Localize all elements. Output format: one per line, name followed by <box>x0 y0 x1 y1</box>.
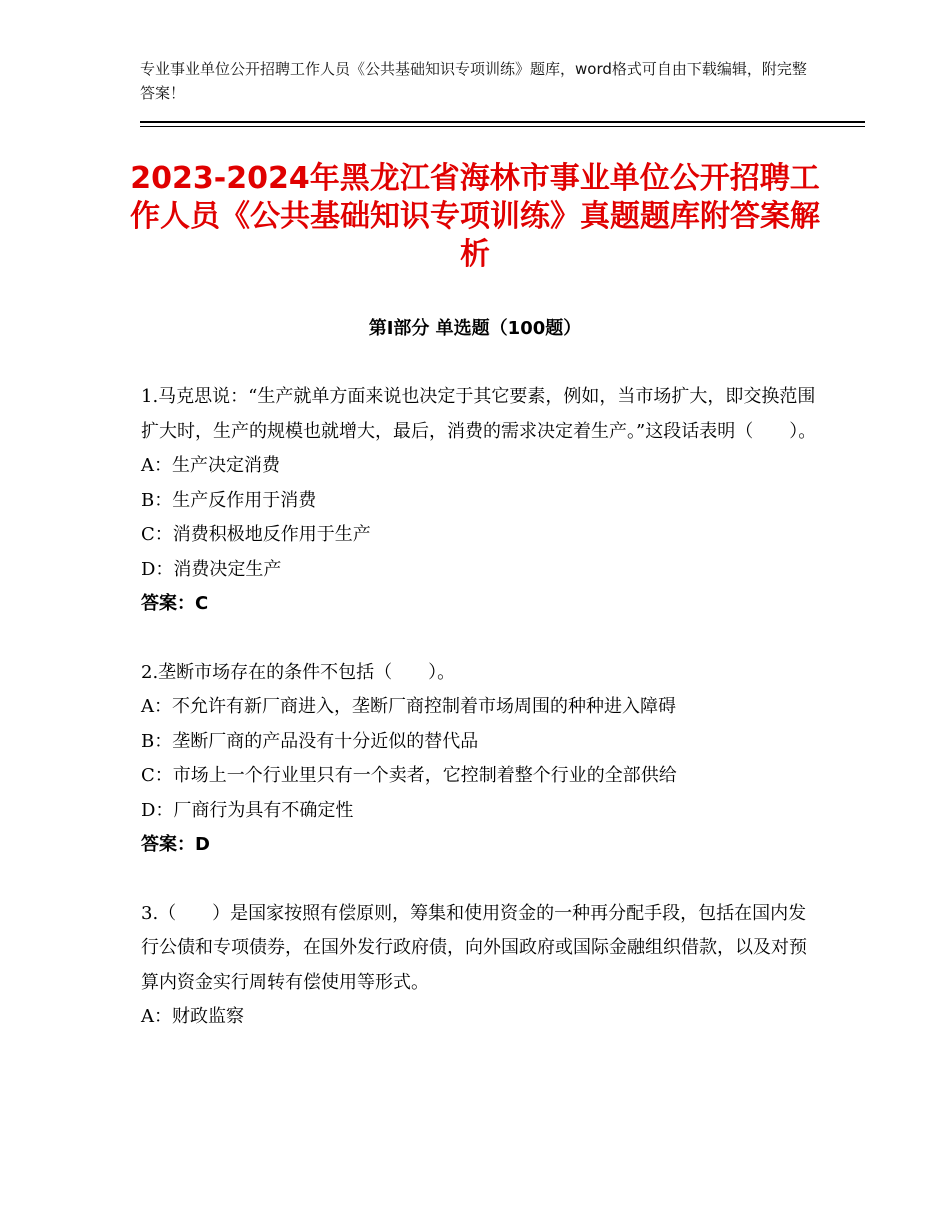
option-d: D：厂商行为具有不确定性 <box>141 799 354 821</box>
header-rule-thin <box>140 126 865 127</box>
question-stem: 2.垄断市场存在的条件不包括（ ）。 <box>141 661 456 683</box>
option-c: C：市场上一个行业里只有一个卖者，它控制着整个行业的全部供给 <box>141 765 677 786</box>
question-1 <box>141 380 821 622</box>
option-a: A：不允许有新厂商进入，垄断厂商控制着市场周围的种种进入障碍 <box>141 696 676 717</box>
option-a: A：生产决定消费 <box>141 455 280 476</box>
option-d: D：消费决定生产 <box>141 558 282 580</box>
section-heading: 第Ⅰ部分 单选题（100题） <box>368 318 582 339</box>
answer: 答案：D <box>141 834 210 855</box>
question-stem: 3.（ ）是国家按照有偿原则，筹集和使用资金的一种再分配手段，包括在国内发行公债和专项债券，在国外发行政府债，向外国政府或国际金融组织借款，以及对预算内资金实行周转有偿使用等形式。 <box>141 902 807 993</box>
answer: 答案：C <box>141 593 209 614</box>
document-title: 2023-2024年黑龙江省海林市事业单位公开招聘工作人员《公共基础知识专项训练》真题题库附答案解析 <box>130 161 820 272</box>
header-rule-thick <box>140 121 865 123</box>
question-list <box>141 380 821 1035</box>
question-3 <box>141 897 821 1035</box>
option-b: B：生产反作用于消费 <box>141 489 317 511</box>
question-2 <box>141 656 821 863</box>
option-c: C：消费积极地反作用于生产 <box>141 524 371 545</box>
option-a: A：财政监察 <box>141 1006 244 1027</box>
option-b: B：垄断厂商的产品没有十分近似的替代品 <box>141 730 479 752</box>
header-note: 专业事业单位公开招聘工作人员《公共基础知识专项训练》题库，word格式可自由下载编辑，附完整答案！ <box>140 60 807 102</box>
question-stem: 1.马克思说：“生产就单方面来说也决定于其它要素，例如，当市场扩大，即交换范围扩大时，生产的规模也就增大，最后，消费的需求决定着生产。”这段话表明（ ）。 <box>141 386 817 442</box>
